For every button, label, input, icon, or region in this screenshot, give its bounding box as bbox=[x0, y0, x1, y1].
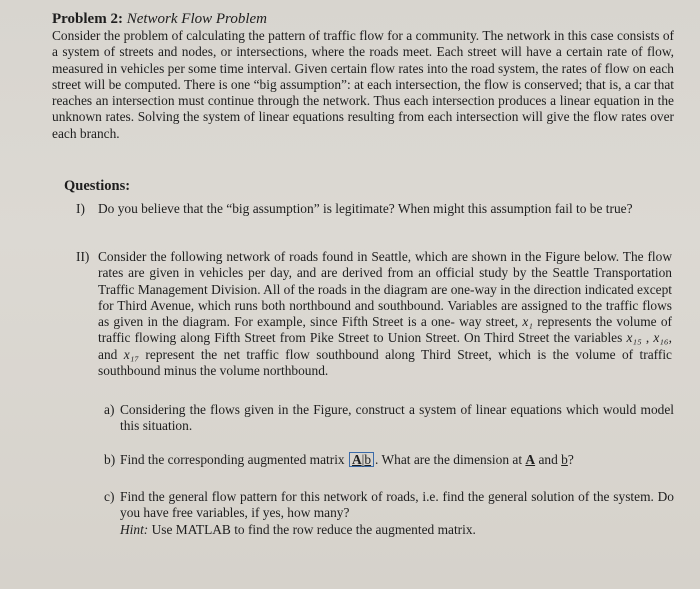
c-text: Find the general flow pattern for this network of roads, i.e. find the general solution of the system. Do you have free variables, if yes, how many? bbox=[120, 489, 674, 521]
variable-x1: x₁ bbox=[522, 314, 533, 330]
sub-question-a-text: Considering the flows given in the Figure, construct a system of linear equations which would model this situation. bbox=[120, 402, 674, 434]
question-2-text bbox=[98, 249, 672, 379]
variable-x16: x₁₆ bbox=[653, 330, 669, 346]
sub-question-c bbox=[104, 489, 674, 538]
q2-separator-1: , bbox=[645, 330, 650, 346]
sub-question-c-label: c) bbox=[104, 489, 115, 504]
sub-question-b-text bbox=[120, 452, 674, 468]
question-2 bbox=[76, 249, 672, 379]
q2-text-part-2: represents the volume of traffic flowing along Fifth Street from Pike Street to Union Street. On Third Street the variables bbox=[98, 314, 672, 346]
question-2-number: II) bbox=[76, 249, 90, 264]
questions-heading: Questions: bbox=[64, 178, 131, 194]
b-text-part-1: Find the corresponding augmented matrix bbox=[120, 452, 345, 467]
problem-title bbox=[52, 10, 267, 29]
dimension-b: b bbox=[561, 452, 568, 467]
problem-label: Problem 2: bbox=[52, 11, 123, 27]
problem-intro bbox=[52, 28, 674, 142]
variable-x17: x₁₇ bbox=[123, 346, 140, 362]
aug-vector-b: b bbox=[364, 452, 372, 467]
hint-text: Use MATLAB to find the row reduce the augmented matrix. bbox=[151, 521, 476, 537]
b-text-part-2: . What are the dimension at bbox=[375, 452, 523, 467]
q2-separator-2: , and bbox=[98, 330, 672, 362]
problem-name: Network Flow Problem bbox=[126, 11, 267, 27]
question-1-text: Do you believe that the “big assumption” is legitimate? When might this assumption fail to be true? bbox=[98, 201, 633, 216]
augmented-matrix-notation bbox=[349, 452, 374, 467]
question-1-number: I) bbox=[76, 201, 85, 216]
intro-paragraph: Consider the problem of calculating the pattern of traffic flow for a community. The network in this case consists of a system of streets and nodes, or intersections, where the roads meet. Each street will have a certain rate of flow, measured in vehicles per some time interval. Given certain flow rates into the road system, the rates of flow on each street will be computed. There is one “big assumption”: at each intersection, the flow is conserved; that is, a car that reaches an intersection must continue through the network. Thus each intersection produces a linear equation in the unknown rates. Solving the system of linear equations resulting from each intersection will give the flow rates over each branch. bbox=[52, 28, 674, 141]
variable-x15: x₁₅ bbox=[626, 330, 642, 346]
sub-question-a bbox=[104, 402, 674, 435]
aug-separator: | bbox=[361, 452, 365, 467]
b-text-part-3: and bbox=[538, 452, 558, 467]
q2-text-part-1: Consider the following network of roads found in Seattle, which are shown in the Figure below. The flow rates are given in vehicles per day, and are derived from an official study by the Seattle Transportation Traffic Management Division. All of the roads in the diagram are one-way in the direction indicated except for Third Avenue, which runs both northbound and southbound. Variables are assigned to the traffic flows as given in the diagram. For example, since Fifth Street is a one- way street, bbox=[98, 249, 672, 330]
sub-question-b bbox=[104, 452, 674, 468]
hint-label: Hint: bbox=[120, 521, 149, 537]
dimension-a: A bbox=[525, 452, 536, 467]
b-text-part-4: ? bbox=[567, 452, 574, 467]
sub-question-c-text bbox=[120, 489, 674, 538]
sub-question-b-label: b) bbox=[104, 452, 116, 467]
aug-matrix-a: A bbox=[351, 452, 362, 467]
sub-question-a-label: a) bbox=[104, 402, 115, 417]
question-1 bbox=[76, 201, 672, 217]
q2-text-part-3: represent the net traffic flow southbound along Third Street, which is the volume of traffic southbound minus the volume northbound. bbox=[98, 346, 672, 379]
